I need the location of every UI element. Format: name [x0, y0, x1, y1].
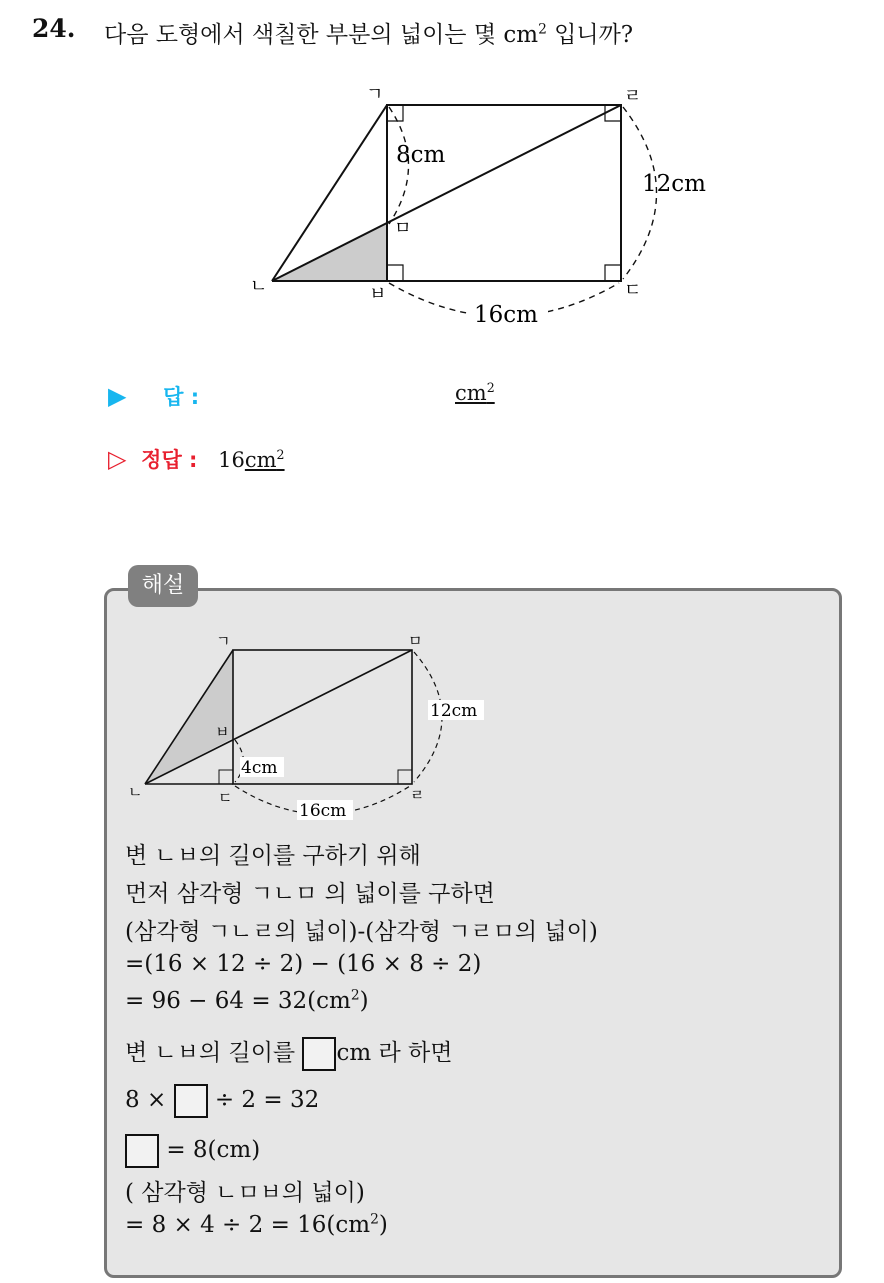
answer-row — [108, 381, 199, 411]
sol-line-7-tail: ÷ 2 = 32 — [214, 1087, 320, 1113]
question-body: 다음 도형에서 색칠한 부분의 넓이는 몇 — [104, 22, 497, 48]
rectangle — [387, 105, 621, 281]
sol-label-n: ㄴ — [128, 783, 143, 801]
sol-line-2: 먼저 삼각형 ㄱㄴㅁ 의 넓이를 구하면 — [125, 881, 495, 907]
sol-line-10 — [125, 1212, 388, 1238]
answer-unit-exp: 2 — [486, 380, 495, 395]
dim-12cm: 12cm — [642, 171, 706, 197]
dim-8cm: 8cm — [396, 142, 446, 168]
right-angle-r — [605, 105, 621, 121]
label-n: ㄴ — [250, 276, 268, 297]
label-m: ㅁ — [394, 218, 412, 239]
correct-unit — [245, 448, 285, 472]
blank-box-3[interactable] — [125, 1134, 159, 1168]
sol-line-7 — [125, 1084, 319, 1118]
sol-line-10-close: ) — [378, 1212, 388, 1238]
sol-line-6-tail: cm 라 하면 — [336, 1040, 453, 1066]
correct-value: 16 — [218, 448, 245, 472]
answer-marker-icon: ▶ — [108, 382, 127, 410]
question-figure — [240, 80, 740, 340]
answer-label: 답 : — [163, 385, 200, 409]
solution-tag: 해설 — [128, 565, 198, 607]
question-end: 입니까? — [554, 22, 634, 48]
sol-line-6 — [125, 1034, 452, 1071]
correct-marker-icon: ▷ — [108, 445, 127, 473]
right-angle-d — [605, 265, 621, 281]
question-text — [104, 16, 633, 49]
correct-label: 정답 : — [141, 448, 198, 472]
sol-line-5-close: ) — [359, 988, 369, 1014]
sol-label-d: ㄷ — [218, 789, 233, 807]
answer-unit-text: cm — [455, 381, 487, 405]
label-r: ㄹ — [624, 86, 642, 107]
correct-unit-text: cm — [244, 448, 277, 472]
dim-16cm: 16cm — [474, 302, 538, 328]
answer-unit — [455, 381, 495, 405]
sol-line-5-text: = 96 − 64 = 32(cm — [125, 988, 351, 1014]
sol-line-7-text: 8 × — [125, 1087, 167, 1113]
sol-line-6-text: 변 ㄴㅂ의 길이를 — [125, 1040, 296, 1066]
sol-line-4: =(16 × 12 ÷ 2) − (16 × 8 ÷ 2) — [125, 951, 482, 977]
answer-field[interactable] — [455, 381, 495, 405]
blank-box-2[interactable] — [174, 1084, 208, 1118]
solution-figure — [120, 630, 500, 825]
sol-dim-12cm: 12cm — [430, 701, 478, 721]
sol-line-5-exp: 2 — [350, 987, 360, 1004]
sol-line-1: 변 ㄴㅂ의 길이를 구하기 위해 — [125, 843, 421, 869]
sol-dim-16cm: 16cm — [299, 801, 347, 821]
sol-line-5 — [125, 988, 369, 1014]
sol-line-10-exp: 2 — [370, 1211, 379, 1228]
sol-label-g: ㄱ — [216, 632, 231, 650]
sol-line-8 — [125, 1134, 260, 1168]
correct-row — [108, 444, 285, 474]
sol-dim-4cm: 4cm — [241, 758, 278, 778]
sol-line-9: ( 삼각형 ㄴㅁㅂ의 넓이) — [125, 1180, 365, 1206]
label-b: ㅂ — [369, 284, 387, 305]
correct-unit-exp: 2 — [276, 447, 285, 462]
question-unit-exp: 2 — [538, 21, 547, 38]
sol-right-angle-r — [398, 770, 412, 784]
sol-right-angle-d — [219, 770, 233, 784]
sol-line-3: (삼각형 ㄱㄴㄹ의 넓이)-(삼각형 ㄱㄹㅁ의 넓이) — [125, 919, 598, 945]
question-number: 24. — [32, 14, 76, 43]
right-angle-b — [387, 265, 403, 281]
sol-label-r: ㄹ — [410, 786, 425, 804]
sol-label-m: ㅁ — [408, 632, 423, 650]
question-unit: cm — [503, 22, 539, 48]
sol-line-8-text: = 8(cm) — [166, 1137, 261, 1163]
label-g: ㄱ — [366, 84, 384, 105]
label-d: ㄷ — [624, 280, 642, 301]
sol-line-10-text: = 8 × 4 ÷ 2 = 16(cm — [125, 1212, 371, 1238]
sol-label-b: ㅂ — [215, 723, 230, 741]
diagonal — [272, 105, 621, 281]
blank-box-1[interactable] — [302, 1037, 336, 1071]
